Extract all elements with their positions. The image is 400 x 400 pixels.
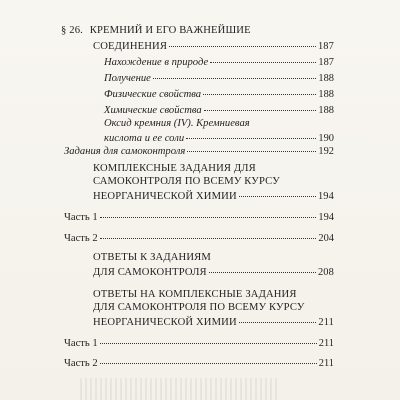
answers-complex-line1: ОТВЕТЫ НА КОМПЛЕКСНЫЕ ЗАДАНИЯ — [93, 289, 297, 300]
page-number: 187 — [318, 57, 334, 68]
bleed-through-ornament — [80, 378, 280, 400]
toc-entry-sub1[interactable] — [104, 54, 334, 69]
toc-entry-sub3[interactable] — [104, 86, 334, 101]
leader-dots — [100, 228, 317, 239]
page-number: 208 — [317, 267, 334, 278]
entry-label: НЕОРГАНИЧЕСКОЙ ХИМИИ — [93, 317, 237, 328]
answers-complex-line2: ДЛЯ САМОКОНТРОЛЯ ПО ВСЕМУ КУРСУ — [93, 302, 305, 313]
leader-dots — [204, 100, 317, 111]
toc-entry-sub4[interactable] — [104, 102, 334, 117]
leader-dots — [100, 353, 317, 364]
entry-label: Часть 2 — [64, 233, 98, 244]
entry-label: Часть 1 — [64, 212, 98, 223]
entry-label: Часть 2 — [64, 358, 98, 369]
page-number: 211 — [318, 338, 334, 349]
entry-label: НЕОРГАНИЧЕСКОЙ ХИМИИ — [93, 191, 237, 202]
toc-entry-part2[interactable] — [64, 230, 334, 245]
page-number: 211 — [318, 358, 334, 369]
leader-dots — [100, 333, 317, 344]
toc-entry-answers[interactable] — [93, 264, 334, 279]
page-number: 188 — [318, 89, 334, 100]
page-number: 187 — [317, 41, 334, 52]
toc-entry-sub5-line1: Оксид кремния (IV). Кремниевая — [104, 118, 250, 129]
toc-entry-answers-complex[interactable] — [93, 314, 334, 329]
leader-dots — [239, 186, 316, 197]
page-number: 204 — [318, 233, 334, 244]
toc-entry-ans-part1[interactable] — [64, 335, 334, 350]
leader-dots — [187, 141, 316, 152]
leader-dots — [169, 36, 316, 47]
toc-entry-complex[interactable] — [93, 188, 334, 203]
answers-line1: ОТВЕТЫ К ЗАДАНИЯМ — [93, 252, 211, 263]
toc-entry-ans-part2[interactable] — [64, 355, 334, 370]
page-number: 188 — [318, 105, 334, 116]
toc-entry-tasks[interactable] — [64, 143, 334, 158]
entry-label: Получение — [104, 73, 151, 84]
toc-entry-part1[interactable] — [64, 209, 334, 224]
leader-dots — [100, 207, 317, 218]
leader-dots — [209, 262, 316, 273]
leader-dots — [186, 128, 316, 139]
toc-entry-sub2[interactable] — [104, 70, 334, 85]
page-number: 194 — [317, 191, 334, 202]
section-title-line1: КРЕМНИЙ И ЕГО ВАЖНЕЙШИЕ — [89, 25, 251, 36]
entry-label: Нахождение в природе — [104, 57, 209, 68]
entry-label: Задания для самоконтроля — [64, 146, 186, 157]
entry-label: Физические свойства — [104, 89, 202, 100]
complex-line1: КОМПЛЕКСНЫЕ ЗАДАНИЯ ДЛЯ — [93, 163, 256, 174]
entry-label: Химические свойства — [104, 105, 202, 116]
leader-dots — [203, 84, 316, 95]
page-number: 194 — [318, 212, 334, 223]
entry-label: ДЛЯ САМОКОНТРОЛЯ — [93, 267, 207, 278]
page-number: 211 — [318, 317, 334, 328]
leader-dots — [239, 312, 317, 323]
page-number: 192 — [318, 146, 334, 157]
entry-label: кислота и ее соли — [104, 133, 185, 144]
toc-entry-section-26[interactable] — [93, 38, 334, 53]
section-number: § 26. — [61, 25, 83, 36]
complex-line2: САМОКОНТРОЛЯ ПО ВСЕМУ КУРСУ — [93, 176, 280, 187]
page-number: 190 — [318, 133, 334, 144]
section-title-line2: СОЕДИНЕНИЯ — [93, 41, 168, 52]
entry-label: Часть 1 — [64, 338, 98, 349]
page-number: 188 — [318, 73, 334, 84]
leader-dots — [210, 52, 316, 63]
leader-dots — [153, 68, 317, 79]
